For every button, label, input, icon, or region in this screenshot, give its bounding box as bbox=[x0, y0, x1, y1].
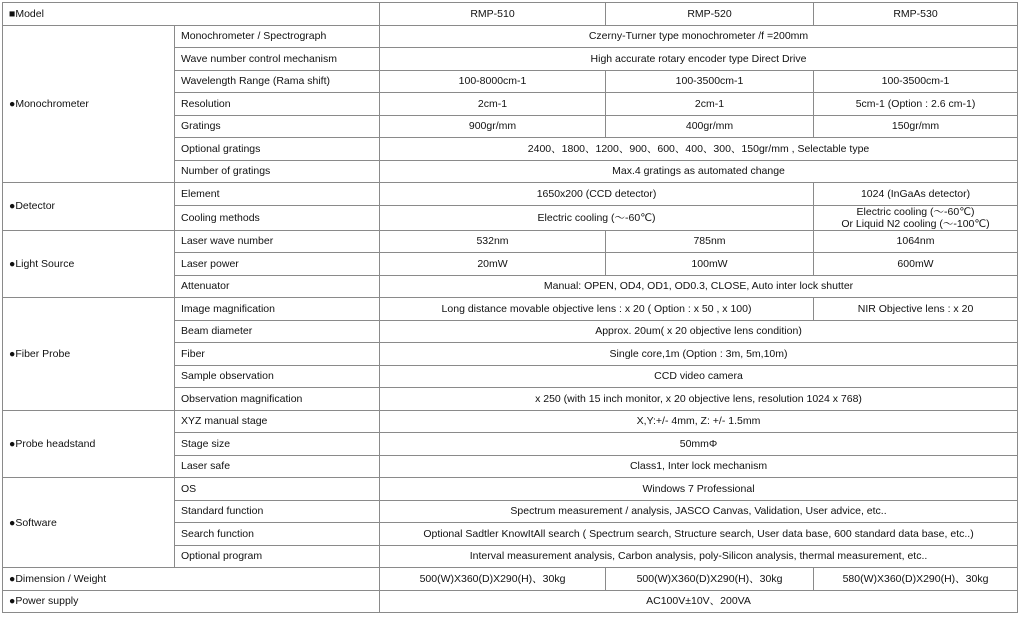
model-rmp-530: RMP-530 bbox=[814, 3, 1018, 26]
spec-value-line: Or Liquid N2 cooling (～-100℃) bbox=[841, 217, 990, 230]
spec-value: Long distance movable objective lens : x 20 ( Option : x 50 , x 100) bbox=[380, 298, 814, 321]
spec-value: Windows 7 Professional bbox=[380, 478, 1018, 501]
spec-label: Laser safe bbox=[175, 455, 380, 478]
spec-value: 100-8000cm-1 bbox=[380, 70, 606, 93]
spec-label: Resolution bbox=[175, 93, 380, 116]
section-probe-headstand: ●Probe headstand bbox=[3, 410, 175, 478]
spec-value: Spectrum measurement / analysis, JASCO Canvas, Validation, User advice, etc.. bbox=[380, 500, 1018, 523]
spec-label: Gratings bbox=[175, 115, 380, 138]
spec-label: Observation magnification bbox=[175, 388, 380, 411]
spec-value bbox=[814, 205, 1018, 230]
spec-value: 100-3500cm-1 bbox=[814, 70, 1018, 93]
spec-value: 900gr/mm bbox=[380, 115, 606, 138]
spec-value: 2cm-1 bbox=[380, 93, 606, 116]
spec-value-line: Electric cooling (～-60℃) bbox=[856, 205, 975, 218]
spec-table bbox=[2, 2, 1018, 613]
section-detector: ●Detector bbox=[3, 183, 175, 231]
spec-value: Czerny-Turner type monochrometer /f =200mm bbox=[380, 25, 1018, 48]
spec-label: Search function bbox=[175, 523, 380, 546]
spec-value: x 250 (with 15 inch monitor, x 20 objective lens, resolution 1024 x 768) bbox=[380, 388, 1018, 411]
spec-label: Laser power bbox=[175, 253, 380, 276]
section-monochrometer: ●Monochrometer bbox=[3, 25, 175, 183]
model-rmp-520: RMP-520 bbox=[606, 3, 814, 26]
spec-value: Max.4 gratings as automated change bbox=[380, 160, 1018, 183]
spec-value: 50mmΦ bbox=[380, 433, 1018, 456]
spec-value: X,Y:+/- 4mm, Z: +/- 1.5mm bbox=[380, 410, 1018, 433]
table-row bbox=[3, 230, 1018, 253]
spec-label: Wave number control mechanism bbox=[175, 48, 380, 71]
spec-value: Approx. 20um( x 20 objective lens condition) bbox=[380, 320, 1018, 343]
spec-label: Optional program bbox=[175, 545, 380, 568]
header-row bbox=[3, 3, 1018, 26]
spec-value: 532nm bbox=[380, 230, 606, 253]
table-row bbox=[3, 183, 1018, 206]
spec-value: 600mW bbox=[814, 253, 1018, 276]
spec-value: 1064nm bbox=[814, 230, 1018, 253]
section-power-supply: ●Power supply bbox=[3, 590, 380, 613]
spec-label: Wavelength Range (Rama shift) bbox=[175, 70, 380, 93]
spec-label: Stage size bbox=[175, 433, 380, 456]
spec-value: 2cm-1 bbox=[606, 93, 814, 116]
spec-value: NIR Objective lens : x 20 bbox=[814, 298, 1018, 321]
spec-value: 20mW bbox=[380, 253, 606, 276]
spec-label: Attenuator bbox=[175, 275, 380, 298]
spec-value: Single core,1m (Option : 3m, 5m,10m) bbox=[380, 343, 1018, 366]
spec-value: 1024 (InGaAs detector) bbox=[814, 183, 1018, 206]
model-rmp-510: RMP-510 bbox=[380, 3, 606, 26]
table-row bbox=[3, 298, 1018, 321]
spec-value: Optional Sadtler KnowItAll search ( Spectrum search, Structure search, User data base, 600 standard data base, etc..) bbox=[380, 523, 1018, 546]
spec-value: 150gr/mm bbox=[814, 115, 1018, 138]
spec-value: Manual: OPEN, OD4, OD1, OD0.3, CLOSE, Auto inter lock shutter bbox=[380, 275, 1018, 298]
table-row bbox=[3, 590, 1018, 613]
spec-label: Image magnification bbox=[175, 298, 380, 321]
spec-label: Beam diameter bbox=[175, 320, 380, 343]
spec-value: 500(W)X360(D)X290(H)、30kg bbox=[380, 568, 606, 591]
spec-label: Monochrometer / Spectrograph bbox=[175, 25, 380, 48]
spec-value: 5cm-1 (Option : 2.6 cm-1) bbox=[814, 93, 1018, 116]
table-row bbox=[3, 568, 1018, 591]
table-row bbox=[3, 478, 1018, 501]
spec-value: CCD video camera bbox=[380, 365, 1018, 388]
spec-label: Fiber bbox=[175, 343, 380, 366]
section-software: ●Software bbox=[3, 478, 175, 568]
spec-value: 1650x200 (CCD detector) bbox=[380, 183, 814, 206]
spec-value: 100-3500cm-1 bbox=[606, 70, 814, 93]
model-label: ■Model bbox=[3, 3, 380, 26]
section-fiber-probe: ●Fiber Probe bbox=[3, 298, 175, 411]
spec-value: 500(W)X360(D)X290(H)、30kg bbox=[606, 568, 814, 591]
spec-label: Optional gratings bbox=[175, 138, 380, 161]
table-row bbox=[3, 410, 1018, 433]
spec-label: Number of gratings bbox=[175, 160, 380, 183]
spec-value: 400gr/mm bbox=[606, 115, 814, 138]
spec-value: High accurate rotary encoder type Direct Drive bbox=[380, 48, 1018, 71]
spec-value: AC100V±10V、200VA bbox=[380, 590, 1018, 613]
spec-label: Cooling methods bbox=[175, 205, 380, 230]
spec-label: Sample observation bbox=[175, 365, 380, 388]
section-dimension-weight: ●Dimension / Weight bbox=[3, 568, 380, 591]
spec-value: 785nm bbox=[606, 230, 814, 253]
spec-value: Electric cooling (～-60℃) bbox=[380, 205, 814, 230]
table-row bbox=[3, 25, 1018, 48]
section-light-source: ●Light Source bbox=[3, 230, 175, 298]
spec-label: Element bbox=[175, 183, 380, 206]
spec-value: 2400、1800、1200、900、600、400、300、150gr/mm , Selectable type bbox=[380, 138, 1018, 161]
spec-value: Class1, Inter lock mechanism bbox=[380, 455, 1018, 478]
spec-label: OS bbox=[175, 478, 380, 501]
spec-value: 580(W)X360(D)X290(H)、30kg bbox=[814, 568, 1018, 591]
spec-label: Standard function bbox=[175, 500, 380, 523]
spec-label: Laser wave number bbox=[175, 230, 380, 253]
spec-value: Interval measurement analysis, Carbon analysis, poly-Silicon analysis, thermal measurement, etc.. bbox=[380, 545, 1018, 568]
spec-label: XYZ manual stage bbox=[175, 410, 380, 433]
spec-value: 100mW bbox=[606, 253, 814, 276]
